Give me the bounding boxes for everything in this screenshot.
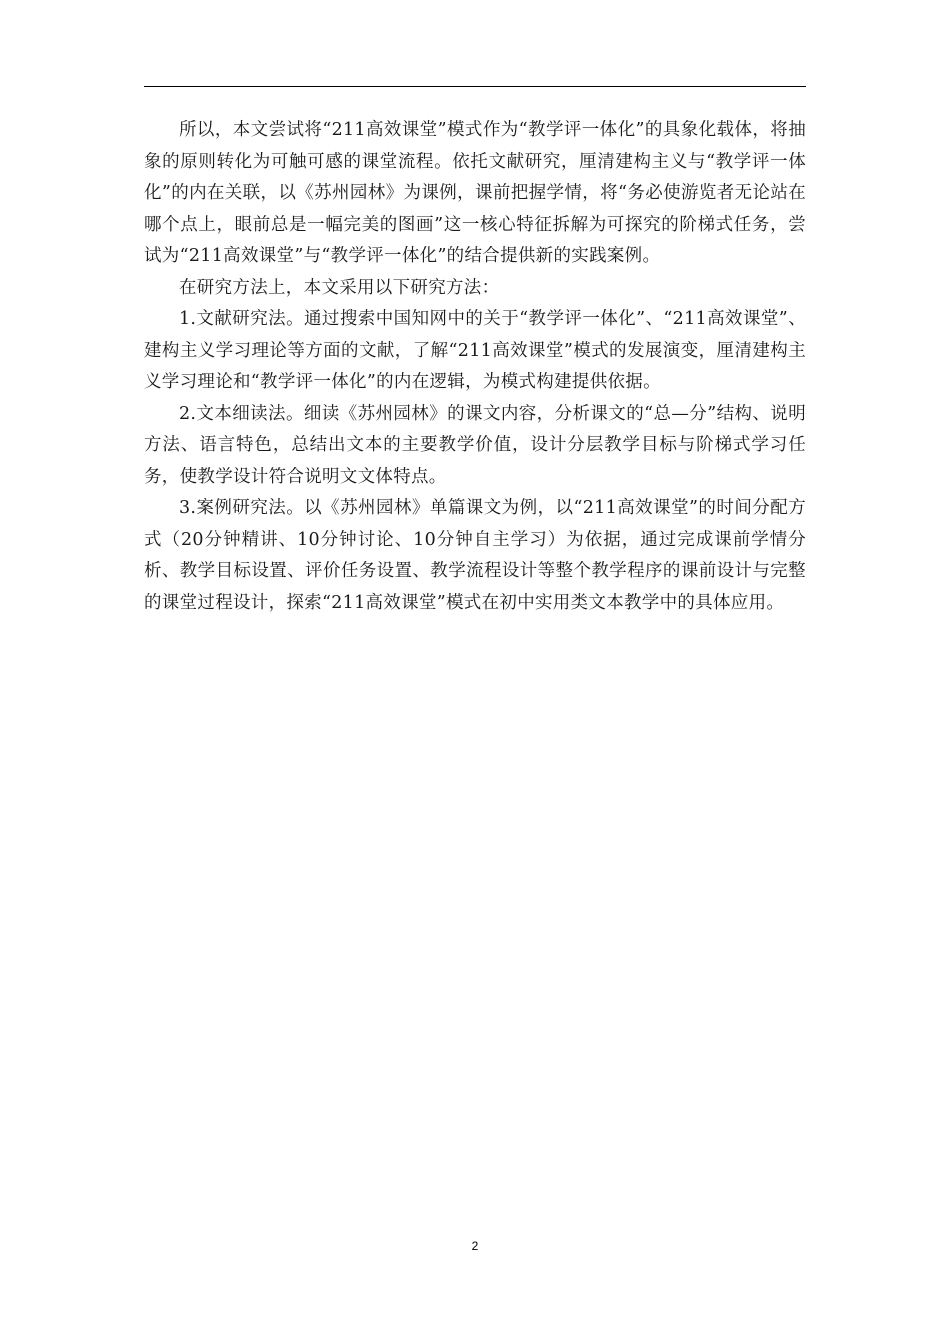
document-body <box>144 115 806 619</box>
paragraph-method-literature: 1.文献研究法。通过搜索中国知网中的关于“教学评一体化”、“211高效课堂”、建构主义学习理论等方面的文献，了解“211高效课堂”模式的发展演变，厘清建构主义学习理论和“教学评一体化”的内在逻辑，为模式构建提供依据。 <box>144 309 806 392</box>
paragraph-methods-heading: 在研究方法上，本文采用以下研究方法： <box>179 277 500 298</box>
page-number: 2 <box>471 1239 479 1253</box>
paragraph-intro: 所以，本文尝试将“211高效课堂”模式作为“教学评一体化”的具象化载体，将抽象的原则转化为可触可感的课堂流程。依托文献研究，厘清建构主义与“教学评一体化”的内在关联，以《苏州园林》为课例，课前把握学情，将“务必使游览者无论站在哪个点上，眼前总是一幅完美的图画”这一核心特征拆解为可探究的阶梯式任务，尝试为“211高效课堂”与“教学评一体化”的结合提供新的实践案例。 <box>144 120 806 266</box>
paragraph-method-case-study: 3.案例研究法。以《苏州园林》单篇课文为例，以“211高效课堂”的时间分配方式（20分钟精讲、10分钟讨论、10分钟自主学习）为依据，通过完成课前学情分析、教学目标设置、评价任务设置、教学流程设计等整个教学程序的课前设计与完整的课堂过程设计，探索“211高效课堂”模式在初中实用类文本教学中的具体应用。 <box>144 498 806 613</box>
header-rule <box>144 86 806 87</box>
paragraph-method-close-reading: 2.文本细读法。细读《苏州园林》的课文内容，分析课文的“总—分”结构、说明方法、语言特色，总结出文本的主要教学价值，设计分层教学目标与阶梯式学习任务，使教学设计符合说明文文体特点。 <box>144 403 806 487</box>
